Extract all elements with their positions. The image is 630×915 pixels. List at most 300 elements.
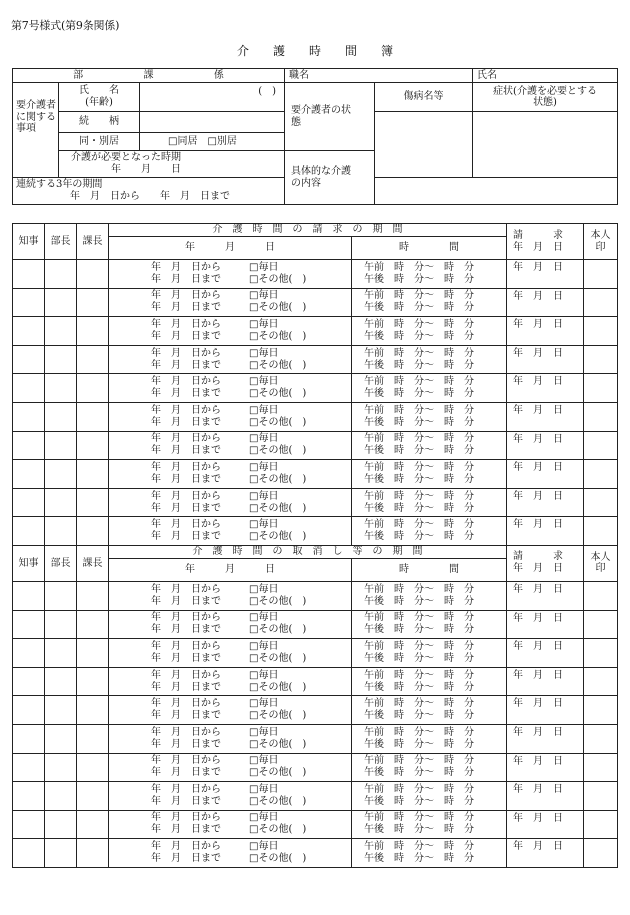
pm-time: 午後 時 分〜 時 分 bbox=[364, 767, 474, 779]
date-from: 年 月 日から bbox=[151, 461, 221, 473]
table-row bbox=[13, 810, 618, 839]
am-time: 午前 時 分〜 時 分 bbox=[364, 812, 474, 824]
am-time: 午前 時 分〜 時 分 bbox=[364, 612, 474, 624]
date-range-cell[interactable] bbox=[109, 581, 352, 610]
approver-seal-section-chief[interactable] bbox=[77, 488, 109, 517]
daily-checkbox[interactable]: □毎日 bbox=[249, 376, 279, 388]
symptom-label: 症状(介護を必要とする状態) bbox=[473, 83, 618, 112]
pm-time: 午後 時 分〜 時 分 bbox=[364, 531, 474, 543]
time-range-cell[interactable] bbox=[352, 696, 507, 725]
seal-cell[interactable] bbox=[584, 782, 618, 811]
date-to: 年 月 日まで bbox=[151, 445, 221, 457]
seal-cell[interactable] bbox=[584, 374, 618, 403]
daily-checkbox[interactable]: □毎日 bbox=[249, 519, 279, 531]
table-row bbox=[13, 724, 618, 753]
table-row bbox=[13, 345, 618, 374]
date-from: 年 月 日から bbox=[151, 812, 221, 824]
date-from: 年 月 日から bbox=[151, 490, 221, 502]
request-date-cell[interactable]: 年 月 日 bbox=[507, 345, 584, 374]
other-checkbox[interactable]: □その他( ) bbox=[249, 652, 307, 664]
other-checkbox[interactable]: □その他( ) bbox=[249, 502, 307, 514]
am-time: 午前 時 分〜 時 分 bbox=[364, 347, 474, 359]
approver-seal-section-chief[interactable] bbox=[77, 317, 109, 346]
pm-time: 午後 時 分〜 時 分 bbox=[364, 681, 474, 693]
table-row bbox=[13, 402, 618, 431]
time-range-cell[interactable] bbox=[352, 782, 507, 811]
date-column-header: 年 月 日 bbox=[109, 237, 352, 260]
recipient-name-field[interactable] bbox=[140, 83, 285, 112]
date-from: 年 月 日から bbox=[151, 755, 221, 767]
date-range-cell[interactable] bbox=[109, 610, 352, 639]
daily-checkbox[interactable]: □毎日 bbox=[249, 318, 279, 330]
approver-seal-governor[interactable] bbox=[13, 696, 45, 725]
time-range-cell[interactable] bbox=[352, 260, 507, 289]
daily-checkbox[interactable]: □毎日 bbox=[249, 640, 279, 652]
request-date-cell[interactable]: 年 月 日 bbox=[507, 488, 584, 517]
seal-cell[interactable] bbox=[584, 696, 618, 725]
am-time: 午前 時 分〜 時 分 bbox=[364, 290, 474, 302]
other-checkbox[interactable]: □その他( ) bbox=[249, 416, 307, 428]
daily-checkbox[interactable]: □毎日 bbox=[249, 698, 279, 710]
approver-seal-director[interactable] bbox=[45, 581, 77, 610]
approver-seal-section-chief[interactable] bbox=[77, 610, 109, 639]
request-date-cell[interactable]: 年 月 日 bbox=[507, 317, 584, 346]
symptom-field[interactable] bbox=[473, 112, 618, 178]
approver-seal-section-chief[interactable] bbox=[77, 260, 109, 289]
date-from: 年 月 日から bbox=[151, 640, 221, 652]
daily-checkbox[interactable]: □毎日 bbox=[249, 290, 279, 302]
table-row bbox=[13, 667, 618, 696]
approver-header-director: 部長 bbox=[45, 224, 77, 260]
seal-cell[interactable] bbox=[584, 810, 618, 839]
date-from: 年 月 日から bbox=[151, 698, 221, 710]
approver-seal-section-chief[interactable] bbox=[77, 639, 109, 668]
when-needed-field[interactable] bbox=[59, 151, 285, 178]
time-range-cell[interactable] bbox=[352, 345, 507, 374]
request-date-header: 請 求 年 月 日 bbox=[507, 224, 584, 260]
table-row bbox=[13, 581, 618, 610]
daily-checkbox[interactable]: □毎日 bbox=[249, 812, 279, 824]
approver-header-director: 部長 bbox=[45, 545, 77, 581]
name-label: 氏名 bbox=[477, 69, 498, 81]
time-range-cell[interactable] bbox=[352, 810, 507, 839]
request-date-cell[interactable]: 年 月 日 bbox=[507, 667, 584, 696]
approver-seal-section-chief[interactable] bbox=[77, 753, 109, 782]
time-range-cell[interactable] bbox=[352, 839, 507, 868]
table-row bbox=[13, 839, 618, 868]
approver-seal-section-chief[interactable] bbox=[77, 581, 109, 610]
date-to: 年 月 日まで bbox=[151, 502, 221, 514]
table-row bbox=[13, 782, 618, 811]
relation-field[interactable] bbox=[140, 112, 285, 133]
seal-cell[interactable] bbox=[584, 345, 618, 374]
am-time: 午前 時 分〜 時 分 bbox=[364, 404, 474, 416]
date-range-cell[interactable] bbox=[109, 517, 352, 546]
other-checkbox[interactable]: □その他( ) bbox=[249, 330, 307, 342]
seal-cell[interactable] bbox=[584, 839, 618, 868]
time-range-cell[interactable] bbox=[352, 753, 507, 782]
section-label: 課 bbox=[143, 69, 154, 81]
cohab-options[interactable]: □同居 □別居 bbox=[140, 133, 285, 151]
approver-seal-section-chief[interactable] bbox=[77, 288, 109, 317]
seal-cell[interactable] bbox=[584, 288, 618, 317]
am-time: 午前 時 分〜 時 分 bbox=[364, 318, 474, 330]
date-to: 年 月 日まで bbox=[151, 795, 221, 807]
approver-seal-governor[interactable] bbox=[13, 374, 45, 403]
date-to: 年 月 日まで bbox=[151, 473, 221, 485]
dept-section-unit-field[interactable] bbox=[13, 69, 285, 83]
request-date-header: 請 求 年 月 日 bbox=[507, 545, 584, 581]
approver-seal-governor[interactable] bbox=[13, 810, 45, 839]
date-to: 年 月 日まで bbox=[151, 652, 221, 664]
approver-seal-director[interactable] bbox=[45, 810, 77, 839]
approver-seal-director[interactable] bbox=[45, 667, 77, 696]
date-from: 年 月 日から bbox=[151, 433, 221, 445]
date-to: 年 月 日まで bbox=[151, 624, 221, 636]
request-date-cell[interactable]: 年 月 日 bbox=[507, 753, 584, 782]
approver-seal-governor[interactable] bbox=[13, 488, 45, 517]
other-checkbox[interactable]: □その他( ) bbox=[249, 710, 307, 722]
seal-header: 本人印 bbox=[584, 545, 618, 581]
time-range-cell[interactable] bbox=[352, 639, 507, 668]
approver-seal-governor[interactable] bbox=[13, 317, 45, 346]
date-range-cell[interactable] bbox=[109, 782, 352, 811]
approver-seal-director[interactable] bbox=[45, 839, 77, 868]
date-from: 年 月 日から bbox=[151, 376, 221, 388]
pm-time: 午後 時 分〜 時 分 bbox=[364, 502, 474, 514]
approver-seal-section-chief[interactable] bbox=[77, 460, 109, 489]
other-checkbox[interactable]: □その他( ) bbox=[249, 595, 307, 607]
other-checkbox[interactable]: □その他( ) bbox=[249, 359, 307, 371]
am-time: 午前 時 分〜 時 分 bbox=[364, 640, 474, 652]
other-checkbox[interactable]: □その他( ) bbox=[249, 273, 307, 285]
approver-seal-governor[interactable] bbox=[13, 639, 45, 668]
consecutive-period-field[interactable] bbox=[13, 178, 285, 205]
date-range-cell[interactable] bbox=[109, 374, 352, 403]
approver-seal-governor[interactable] bbox=[13, 753, 45, 782]
request-date-cell[interactable]: 年 月 日 bbox=[507, 810, 584, 839]
request-date-cell[interactable]: 年 月 日 bbox=[507, 460, 584, 489]
table-row bbox=[13, 610, 618, 639]
approver-seal-section-chief[interactable] bbox=[77, 810, 109, 839]
care-content-field[interactable] bbox=[375, 178, 618, 205]
seal-cell[interactable] bbox=[584, 610, 618, 639]
care-recipient-group-label: 要介護者に関する事項 bbox=[13, 83, 59, 178]
approver-seal-director[interactable] bbox=[45, 288, 77, 317]
am-time: 午前 時 分〜 時 分 bbox=[364, 261, 474, 273]
time-range-cell[interactable] bbox=[352, 581, 507, 610]
approver-seal-governor[interactable] bbox=[13, 345, 45, 374]
form-number-label: 第7号様式(第9条関係) bbox=[11, 19, 120, 32]
time-range-cell[interactable] bbox=[352, 431, 507, 460]
date-range-cell[interactable] bbox=[109, 696, 352, 725]
pm-time: 午後 時 分〜 時 分 bbox=[364, 595, 474, 607]
date-range-cell[interactable] bbox=[109, 839, 352, 868]
other-checkbox[interactable]: □その他( ) bbox=[249, 767, 307, 779]
date-from: 年 月 日から bbox=[151, 583, 221, 595]
approver-seal-director[interactable] bbox=[45, 488, 77, 517]
approver-seal-section-chief[interactable] bbox=[77, 782, 109, 811]
request-date-cell[interactable]: 年 月 日 bbox=[507, 581, 584, 610]
other-checkbox[interactable]: □その他( ) bbox=[249, 624, 307, 636]
date-range-cell[interactable] bbox=[109, 402, 352, 431]
request-date-cell[interactable]: 年 月 日 bbox=[507, 839, 584, 868]
other-checkbox[interactable]: □その他( ) bbox=[249, 445, 307, 457]
request-date-cell[interactable]: 年 月 日 bbox=[507, 431, 584, 460]
approver-seal-governor[interactable] bbox=[13, 610, 45, 639]
approver-seal-governor[interactable] bbox=[13, 431, 45, 460]
approver-seal-director[interactable] bbox=[45, 345, 77, 374]
approver-seal-director[interactable] bbox=[45, 517, 77, 546]
disease-field[interactable] bbox=[375, 112, 473, 178]
seal-cell[interactable] bbox=[584, 639, 618, 668]
name-field[interactable] bbox=[473, 69, 618, 83]
time-range-cell[interactable] bbox=[352, 374, 507, 403]
approver-seal-director[interactable] bbox=[45, 639, 77, 668]
date-to: 年 月 日まで bbox=[151, 359, 221, 371]
request-date-cell[interactable]: 年 月 日 bbox=[507, 610, 584, 639]
date-range-cell[interactable] bbox=[109, 288, 352, 317]
time-column-header: 時 間 bbox=[352, 558, 507, 581]
request-date-cell[interactable]: 年 月 日 bbox=[507, 782, 584, 811]
am-time: 午前 時 分〜 時 分 bbox=[364, 376, 474, 388]
daily-checkbox[interactable]: □毎日 bbox=[249, 612, 279, 624]
date-from: 年 月 日から bbox=[151, 318, 221, 330]
daily-checkbox[interactable]: □毎日 bbox=[249, 433, 279, 445]
approver-seal-governor[interactable] bbox=[13, 288, 45, 317]
approver-seal-governor[interactable] bbox=[13, 260, 45, 289]
other-checkbox[interactable]: □その他( ) bbox=[249, 853, 307, 865]
approver-seal-section-chief[interactable] bbox=[77, 374, 109, 403]
date-range-cell[interactable] bbox=[109, 639, 352, 668]
date-range-cell[interactable] bbox=[109, 431, 352, 460]
pm-time: 午後 時 分〜 時 分 bbox=[364, 738, 474, 750]
pm-time: 午後 時 分〜 時 分 bbox=[364, 416, 474, 428]
date-from: 年 月 日から bbox=[151, 726, 221, 738]
request-date-cell[interactable]: 年 月 日 bbox=[507, 260, 584, 289]
date-range-cell[interactable] bbox=[109, 260, 352, 289]
date-range-cell[interactable] bbox=[109, 317, 352, 346]
period-section-title: 介 護 時 間 の 取 消 し 等 の 期 間 bbox=[109, 545, 507, 558]
date-from: 年 月 日から bbox=[151, 261, 221, 273]
table-row bbox=[13, 488, 618, 517]
request-date-cell[interactable]: 年 月 日 bbox=[507, 402, 584, 431]
daily-checkbox[interactable]: □毎日 bbox=[249, 347, 279, 359]
daily-checkbox[interactable]: □毎日 bbox=[249, 783, 279, 795]
approver-seal-section-chief[interactable] bbox=[77, 431, 109, 460]
table-row bbox=[13, 639, 618, 668]
approver-seal-director[interactable] bbox=[45, 317, 77, 346]
request-date-cell[interactable]: 年 月 日 bbox=[507, 374, 584, 403]
approver-seal-section-chief[interactable] bbox=[77, 839, 109, 868]
approver-seal-governor[interactable] bbox=[13, 581, 45, 610]
position-label: 職名 bbox=[289, 69, 310, 81]
period-table bbox=[12, 223, 618, 868]
daily-checkbox[interactable]: □毎日 bbox=[249, 841, 279, 853]
time-range-cell[interactable] bbox=[352, 288, 507, 317]
approver-seal-director[interactable] bbox=[45, 431, 77, 460]
request-date-cell[interactable]: 年 月 日 bbox=[507, 696, 584, 725]
other-checkbox[interactable]: □その他( ) bbox=[249, 738, 307, 750]
pm-time: 午後 時 分〜 時 分 bbox=[364, 624, 474, 636]
consecutive-range: 年 月 日から 年 月 日まで bbox=[70, 191, 230, 202]
am-time: 午前 時 分〜 時 分 bbox=[364, 490, 474, 502]
daily-checkbox[interactable]: □毎日 bbox=[249, 726, 279, 738]
time-range-cell[interactable] bbox=[352, 610, 507, 639]
date-range-cell[interactable] bbox=[109, 810, 352, 839]
approver-seal-section-chief[interactable] bbox=[77, 517, 109, 546]
am-time: 午前 時 分〜 時 分 bbox=[364, 841, 474, 853]
position-field[interactable] bbox=[285, 69, 473, 83]
daily-checkbox[interactable]: □毎日 bbox=[249, 669, 279, 681]
daily-checkbox[interactable]: □毎日 bbox=[249, 755, 279, 767]
daily-checkbox[interactable]: □毎日 bbox=[249, 490, 279, 502]
approver-seal-director[interactable] bbox=[45, 610, 77, 639]
pm-time: 午後 時 分〜 時 分 bbox=[364, 359, 474, 371]
table-row bbox=[13, 517, 618, 546]
approver-seal-section-chief[interactable] bbox=[77, 696, 109, 725]
seal-cell[interactable] bbox=[584, 753, 618, 782]
seal-cell[interactable] bbox=[584, 488, 618, 517]
daily-checkbox[interactable]: □毎日 bbox=[249, 261, 279, 273]
approver-seal-governor[interactable] bbox=[13, 402, 45, 431]
table-row bbox=[13, 431, 618, 460]
seal-cell[interactable] bbox=[584, 581, 618, 610]
approver-seal-section-chief[interactable] bbox=[77, 724, 109, 753]
pm-time: 午後 時 分〜 時 分 bbox=[364, 853, 474, 865]
recipient-name-label: 氏 名 (年齢) bbox=[59, 83, 140, 112]
date-to: 年 月 日まで bbox=[151, 738, 221, 750]
pm-time: 午後 時 分〜 時 分 bbox=[364, 445, 474, 457]
other-checkbox[interactable]: □その他( ) bbox=[249, 473, 307, 485]
when-needed-date: 年 月 日 bbox=[111, 164, 181, 175]
approver-seal-director[interactable] bbox=[45, 460, 77, 489]
request-date-cell[interactable]: 年 月 日 bbox=[507, 288, 584, 317]
time-range-cell[interactable] bbox=[352, 317, 507, 346]
date-range-cell[interactable] bbox=[109, 724, 352, 753]
date-to: 年 月 日まで bbox=[151, 824, 221, 836]
time-range-cell[interactable] bbox=[352, 402, 507, 431]
seal-cell[interactable] bbox=[584, 402, 618, 431]
other-checkbox[interactable]: □その他( ) bbox=[249, 302, 307, 314]
approver-seal-section-chief[interactable] bbox=[77, 345, 109, 374]
pm-time: 午後 時 分〜 時 分 bbox=[364, 473, 474, 485]
approver-header-governor: 知事 bbox=[13, 224, 45, 260]
approver-seal-governor[interactable] bbox=[13, 667, 45, 696]
approver-seal-director[interactable] bbox=[45, 753, 77, 782]
approver-header-section-chief: 課長 bbox=[77, 545, 109, 581]
applicant-info-table bbox=[12, 68, 618, 205]
time-range-cell[interactable] bbox=[352, 724, 507, 753]
time-range-cell[interactable] bbox=[352, 488, 507, 517]
other-checkbox[interactable]: □その他( ) bbox=[249, 824, 307, 836]
approver-seal-director[interactable] bbox=[45, 696, 77, 725]
date-from: 年 月 日から bbox=[151, 519, 221, 531]
date-from: 年 月 日から bbox=[151, 404, 221, 416]
time-range-cell[interactable] bbox=[352, 517, 507, 546]
request-date-cell[interactable]: 年 月 日 bbox=[507, 517, 584, 546]
am-time: 午前 時 分〜 時 分 bbox=[364, 698, 474, 710]
date-range-cell[interactable] bbox=[109, 460, 352, 489]
approver-seal-director[interactable] bbox=[45, 260, 77, 289]
date-to: 年 月 日まで bbox=[151, 710, 221, 722]
approver-seal-director[interactable] bbox=[45, 724, 77, 753]
other-checkbox[interactable]: □その他( ) bbox=[249, 795, 307, 807]
relation-label: 続 柄 bbox=[59, 112, 140, 133]
date-range-cell[interactable] bbox=[109, 488, 352, 517]
period-section-title: 介 護 時 間 の 請 求 の 期 間 bbox=[109, 224, 507, 237]
daily-checkbox[interactable]: □毎日 bbox=[249, 404, 279, 416]
am-time: 午前 時 分〜 時 分 bbox=[364, 519, 474, 531]
am-time: 午前 時 分〜 時 分 bbox=[364, 726, 474, 738]
date-range-cell[interactable] bbox=[109, 753, 352, 782]
when-needed-label: 介護が必要となった時期 bbox=[71, 152, 181, 163]
approver-seal-director[interactable] bbox=[45, 402, 77, 431]
approver-seal-governor[interactable] bbox=[13, 839, 45, 868]
other-checkbox[interactable]: □その他( ) bbox=[249, 531, 307, 543]
pm-time: 午後 時 分〜 時 分 bbox=[364, 388, 474, 400]
table-row bbox=[13, 753, 618, 782]
other-checkbox[interactable]: □その他( ) bbox=[249, 388, 307, 400]
table-row bbox=[13, 288, 618, 317]
pm-time: 午後 時 分〜 時 分 bbox=[364, 273, 474, 285]
am-time: 午前 時 分〜 時 分 bbox=[364, 583, 474, 595]
cohab-label: 同・別居 bbox=[59, 133, 140, 151]
seal-cell[interactable] bbox=[584, 317, 618, 346]
approver-seal-director[interactable] bbox=[45, 374, 77, 403]
time-column-header: 時 間 bbox=[352, 237, 507, 260]
date-from: 年 月 日から bbox=[151, 783, 221, 795]
date-to: 年 月 日まで bbox=[151, 330, 221, 342]
approver-seal-section-chief[interactable] bbox=[77, 667, 109, 696]
unit-label: 係 bbox=[213, 69, 224, 81]
approver-header-governor: 知事 bbox=[13, 545, 45, 581]
pm-time: 午後 時 分〜 時 分 bbox=[364, 330, 474, 342]
date-from: 年 月 日から bbox=[151, 612, 221, 624]
seal-cell[interactable] bbox=[584, 517, 618, 546]
pm-time: 午後 時 分〜 時 分 bbox=[364, 795, 474, 807]
request-date-cell[interactable]: 年 月 日 bbox=[507, 724, 584, 753]
seal-cell[interactable] bbox=[584, 460, 618, 489]
seal-cell[interactable] bbox=[584, 667, 618, 696]
am-time: 午前 時 分〜 時 分 bbox=[364, 461, 474, 473]
approver-seal-governor[interactable] bbox=[13, 517, 45, 546]
pm-time: 午後 時 分〜 時 分 bbox=[364, 302, 474, 314]
request-date-cell[interactable]: 年 月 日 bbox=[507, 639, 584, 668]
approver-seal-section-chief[interactable] bbox=[77, 402, 109, 431]
date-from: 年 月 日から bbox=[151, 290, 221, 302]
date-to: 年 月 日まで bbox=[151, 416, 221, 428]
time-range-cell[interactable] bbox=[352, 460, 507, 489]
date-to: 年 月 日まで bbox=[151, 681, 221, 693]
approver-seal-governor[interactable] bbox=[13, 460, 45, 489]
approver-seal-governor[interactable] bbox=[13, 782, 45, 811]
approver-seal-governor[interactable] bbox=[13, 724, 45, 753]
seal-cell[interactable] bbox=[584, 431, 618, 460]
approver-seal-director[interactable] bbox=[45, 782, 77, 811]
seal-cell[interactable] bbox=[584, 724, 618, 753]
daily-checkbox[interactable]: □毎日 bbox=[249, 461, 279, 473]
seal-cell[interactable] bbox=[584, 260, 618, 289]
am-time: 午前 時 分〜 時 分 bbox=[364, 783, 474, 795]
other-checkbox[interactable]: □その他( ) bbox=[249, 681, 307, 693]
seal-header: 本人印 bbox=[584, 224, 618, 260]
daily-checkbox[interactable]: □毎日 bbox=[249, 583, 279, 595]
time-range-cell[interactable] bbox=[352, 667, 507, 696]
state-label: 要介護者の状態 bbox=[285, 83, 375, 151]
date-range-cell[interactable] bbox=[109, 667, 352, 696]
date-range-cell[interactable] bbox=[109, 345, 352, 374]
